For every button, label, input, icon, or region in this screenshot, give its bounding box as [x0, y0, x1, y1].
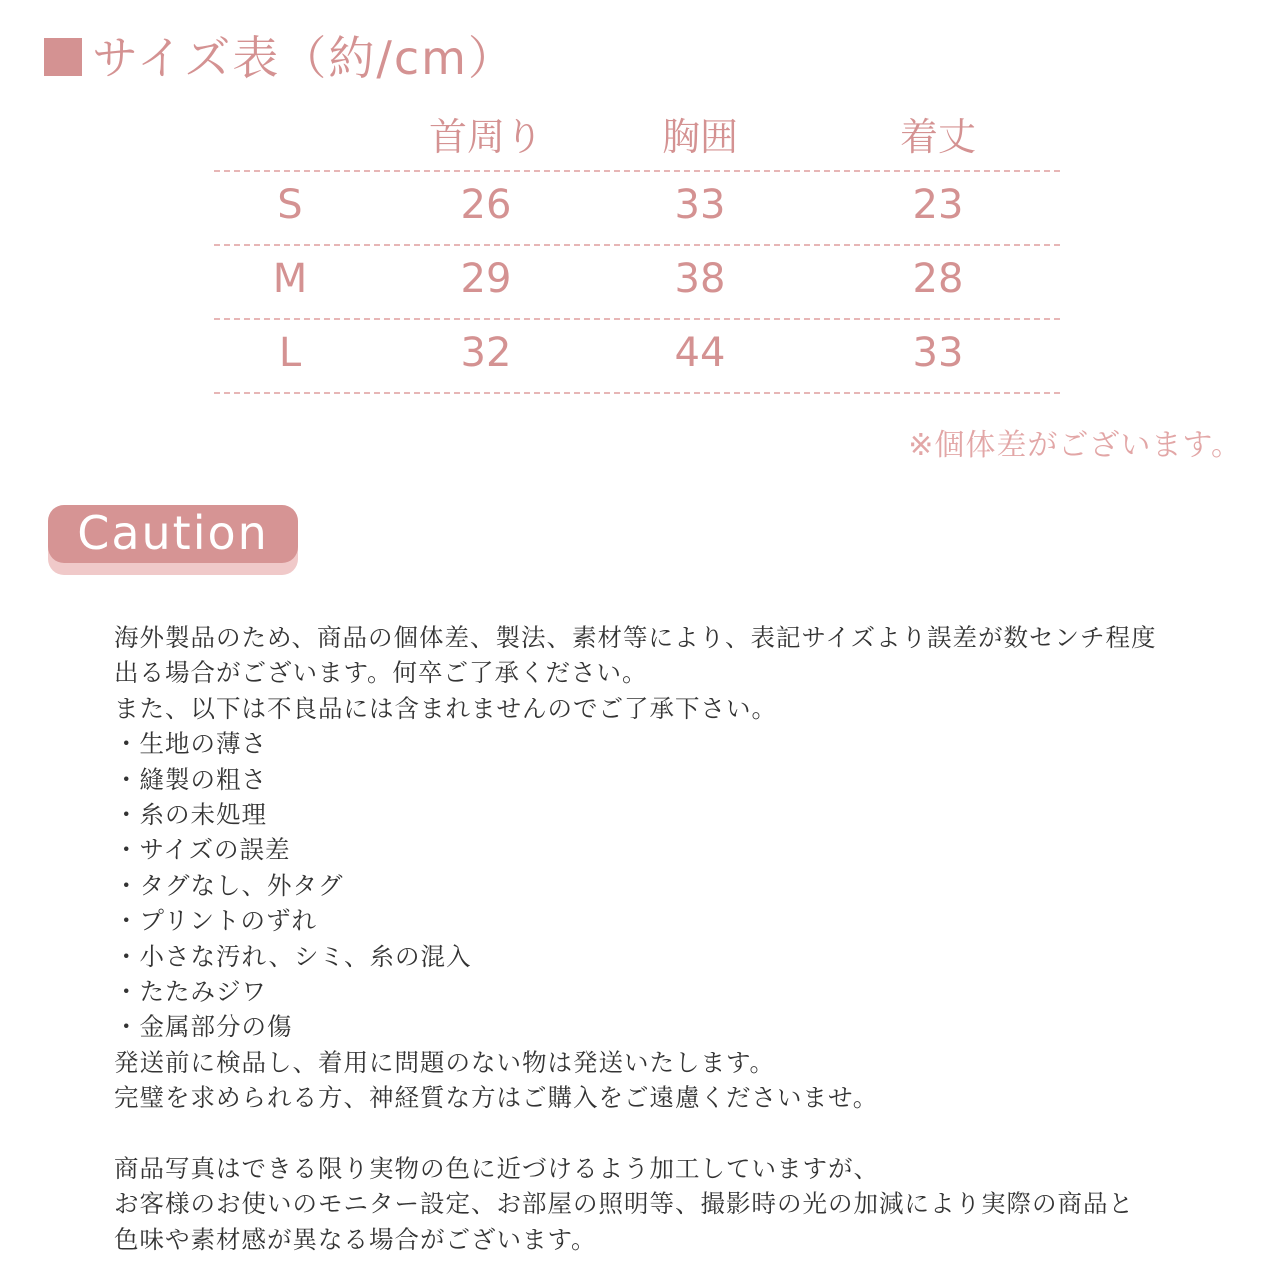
- neck-value: 26: [460, 182, 512, 228]
- size-chart-title-text: サイズ表（約/cm）: [92, 31, 516, 85]
- header-neck: 首周り: [428, 115, 544, 159]
- caution-bullet: ・サイズの誤差: [114, 835, 291, 865]
- caution-line: 出る場合がございます。何卒ご了承ください。: [114, 658, 648, 688]
- header-length: 着丈: [899, 115, 977, 159]
- size-label: M: [272, 256, 308, 302]
- caution-bullet: ・プリントのずれ: [114, 906, 318, 936]
- caution-bullet: ・たたみジワ: [114, 977, 267, 1007]
- chest-value: 38: [674, 256, 726, 302]
- size-label: L: [278, 330, 302, 376]
- paragraph-gap: [114, 1116, 1254, 1151]
- photo-note-line: 色味や素材感が異なる場合がございます。: [114, 1224, 597, 1254]
- caution-line: 発送前に検品し、着用に問題のない物は発送いたします。: [114, 1047, 776, 1077]
- caution-bullet: ・生地の薄さ: [114, 729, 267, 759]
- caution-line: また、以下は不良品には含まれませんのでご了承下さい。: [114, 693, 777, 723]
- caution-bullet: ・金属部分の傷: [114, 1012, 293, 1042]
- caution-bullet: ・小さな汚れ、シミ、糸の混入: [114, 941, 472, 971]
- table-header: [214, 100, 1060, 170]
- caution-badge: [48, 505, 298, 575]
- caution-badge-label: Caution: [48, 505, 298, 563]
- photo-note-line: お客様のお使いのモニター設定、お部屋の照明等、撮影時の光の加減により実際の商品と: [114, 1189, 1134, 1219]
- caution-bullet: ・タグなし、外タグ: [114, 870, 344, 900]
- photo-note-line: 商品写真はできる限り実物の色に近づけるよう加工していますが、: [114, 1154, 879, 1184]
- caution-line: 海外製品のため、商品の個体差、製法、素材等により、表記サイズより誤差が数センチ程度: [114, 623, 1157, 652]
- size-label: S: [277, 182, 303, 228]
- neck-value: 32: [460, 330, 512, 376]
- individual-difference-note: ※個体差がございます。: [908, 428, 1242, 463]
- length-value: 28: [912, 256, 964, 302]
- size-table: [214, 100, 1060, 394]
- header-chest: 胸囲: [661, 115, 739, 159]
- length-value: 23: [912, 182, 964, 228]
- caution-text: [114, 620, 1254, 1257]
- chest-value: 44: [674, 330, 726, 376]
- table-row: [214, 320, 1060, 392]
- table-row: [214, 172, 1060, 244]
- caution-bullet: ・糸の未処理: [114, 800, 267, 830]
- length-value: 33: [912, 330, 964, 376]
- caution-bullet: ・縫製の粗さ: [114, 764, 267, 794]
- dashed-divider: [214, 392, 1060, 394]
- neck-value: 29: [460, 256, 512, 302]
- caution-line: 完璧を求められる方、神経質な方はご購入をご遠慮くださいませ。: [114, 1083, 879, 1113]
- chest-value: 33: [674, 182, 726, 228]
- table-row: [214, 246, 1060, 318]
- size-chart-title: [44, 22, 516, 88]
- square-bullet-icon: [44, 38, 82, 76]
